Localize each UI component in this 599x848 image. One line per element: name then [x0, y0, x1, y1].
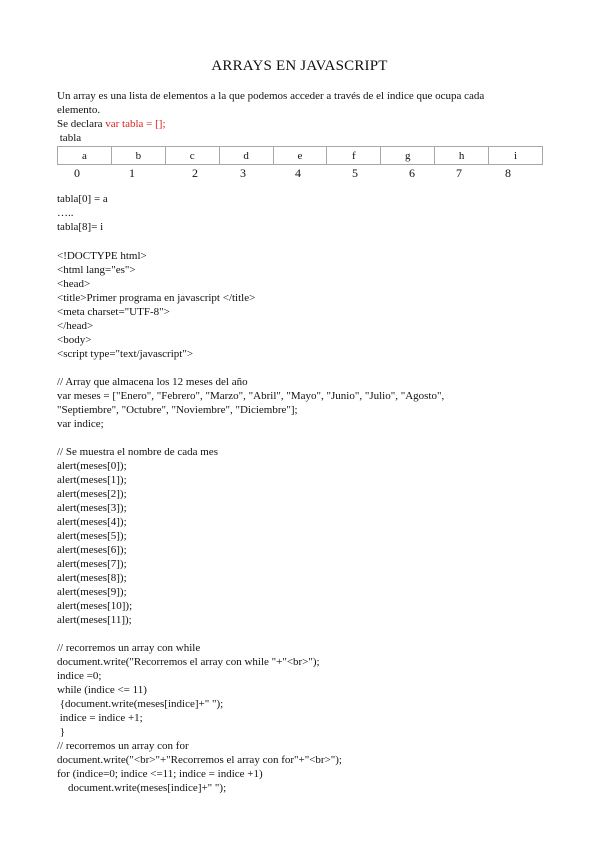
code-line: <script type="text/javascript">: [57, 348, 194, 360]
page-title: ARRAYS EN JAVASCRIPT: [211, 58, 388, 74]
code-line: while (indice <= 11): [57, 684, 147, 696]
code-line: alert(meses[6]);: [57, 544, 127, 556]
array-table: [57, 146, 543, 165]
code-line: alert(meses[7]);: [57, 558, 127, 570]
array-index: 5: [352, 166, 358, 180]
array-cell: d: [219, 147, 273, 165]
code-line: "Septiembre", "Octubre", "Noviembre", "Diciembre"];: [57, 404, 298, 416]
intro-line-1: Un array es una lista de elementos a la que podemos acceder a través de el índice que ocupa cada: [57, 90, 485, 102]
array-cell: c: [165, 147, 219, 165]
intro-line-2: elemento.: [57, 104, 101, 116]
array-cell: b: [111, 147, 165, 165]
code-line: {document.write(meses[indice]+" ");: [57, 698, 224, 710]
array-index: 4: [295, 166, 301, 180]
code-line: alert(meses[3]);: [57, 502, 127, 514]
code-line: alert(meses[9]);: [57, 586, 127, 598]
array-index: 3: [240, 166, 246, 180]
declare-prefix: Se declara: [57, 118, 106, 130]
code-line: var indice;: [57, 418, 104, 430]
code-line: <meta charset="UTF-8">: [57, 306, 170, 318]
array-cell: e: [273, 147, 327, 165]
code-line: document.write("<br>"+"Recorremos el array con for"+"<br>");: [57, 754, 342, 766]
declare-code: var tabla = [];: [105, 118, 166, 130]
code-line: }: [57, 726, 66, 738]
code-line: for (indice=0; indice <=11; indice = indice +1): [57, 768, 263, 780]
code-comment: // recorremos un array con for: [57, 740, 189, 752]
array-cell: f: [327, 147, 381, 165]
array-index: 8: [505, 166, 511, 180]
code-comment: // Array que almacena los 12 meses del año: [57, 376, 248, 388]
code-line: alert(meses[0]);: [57, 460, 127, 472]
code-line: alert(meses[2]);: [57, 488, 127, 500]
code-line: indice =0;: [57, 670, 102, 682]
code-line: <head>: [57, 278, 91, 290]
array-cell: g: [381, 147, 435, 165]
code-line: alert(meses[10]);: [57, 600, 133, 612]
declare-line: [57, 118, 166, 132]
code-line: document.write(meses[indice]+" ");: [57, 782, 227, 794]
code-line: <title>Primer programa en javascript </title>: [57, 292, 256, 304]
code-line: alert(meses[1]);: [57, 474, 127, 486]
access-line: …..: [57, 207, 74, 219]
array-index: 2: [192, 166, 198, 180]
code-line: alert(meses[11]);: [57, 614, 132, 626]
code-line: <html lang="es">: [57, 264, 136, 276]
code-line: <body>: [57, 334, 92, 346]
code-line: document.write("Recorremos el array con while "+"<br>");: [57, 656, 320, 668]
code-line: <!DOCTYPE html>: [57, 250, 147, 262]
code-line: var meses = ["Enero", "Febrero", "Marzo", "Abril", "Mayo", "Junio", "Julio", "Agosto",: [57, 390, 445, 402]
access-line: tabla[0] = a: [57, 193, 108, 205]
array-cell: i: [489, 147, 543, 165]
array-index: 1: [129, 166, 135, 180]
code-line: </head>: [57, 320, 94, 332]
table-label: tabla: [57, 132, 82, 144]
code-line: alert(meses[8]);: [57, 572, 127, 584]
code-line: alert(meses[4]);: [57, 516, 127, 528]
code-comment: // recorremos un array con while: [57, 642, 201, 654]
array-index: 6: [409, 166, 415, 180]
code-line: indice = indice +1;: [57, 712, 143, 724]
access-line: tabla[8]= i: [57, 221, 104, 233]
code-line: alert(meses[5]);: [57, 530, 127, 542]
array-index: 7: [456, 166, 462, 180]
array-cell: h: [435, 147, 489, 165]
array-table-row: [58, 147, 543, 165]
code-comment: // Se muestra el nombre de cada mes: [57, 446, 218, 458]
array-cell: a: [58, 147, 112, 165]
array-index: 0: [74, 166, 80, 180]
